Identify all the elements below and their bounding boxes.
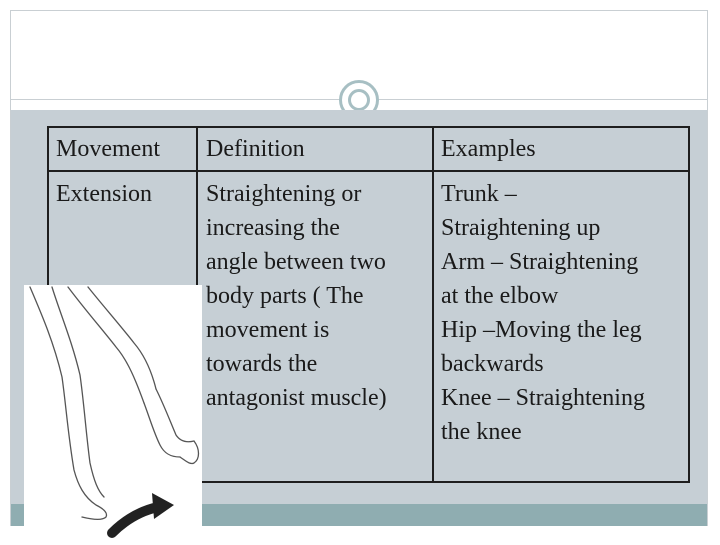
motion-arrow-icon	[112, 493, 174, 533]
leg-extension-illustration-icon	[24, 285, 202, 540]
header-examples: Examples	[441, 136, 536, 162]
column-divider	[432, 128, 434, 481]
example-line: the knee	[441, 419, 522, 445]
header-definition: Definition	[206, 136, 305, 162]
definition-line: angle between two	[206, 249, 386, 275]
example-line: Arm – Straightening	[441, 249, 639, 275]
examples-cell	[441, 177, 686, 449]
definition-line: body parts ( The	[206, 283, 364, 309]
example-line: at the elbow	[441, 283, 559, 309]
definition-line: antagonist muscle)	[206, 385, 387, 411]
example-line: backwards	[441, 351, 544, 377]
header-movement: Movement	[56, 136, 160, 162]
example-line: Hip –Moving the leg	[441, 317, 642, 343]
example-line: Straightening up	[441, 215, 601, 241]
definition-line: movement is	[206, 317, 330, 343]
definition-line: increasing the	[206, 215, 340, 241]
definition-line: Straightening or	[206, 181, 362, 207]
definition-cell	[206, 177, 431, 415]
definition-line: towards the	[206, 351, 318, 377]
movement-cell: Extension	[56, 181, 152, 207]
header-divider	[49, 170, 688, 172]
example-line: Trunk –	[441, 181, 517, 207]
example-line: Knee – Straightening	[441, 385, 645, 411]
